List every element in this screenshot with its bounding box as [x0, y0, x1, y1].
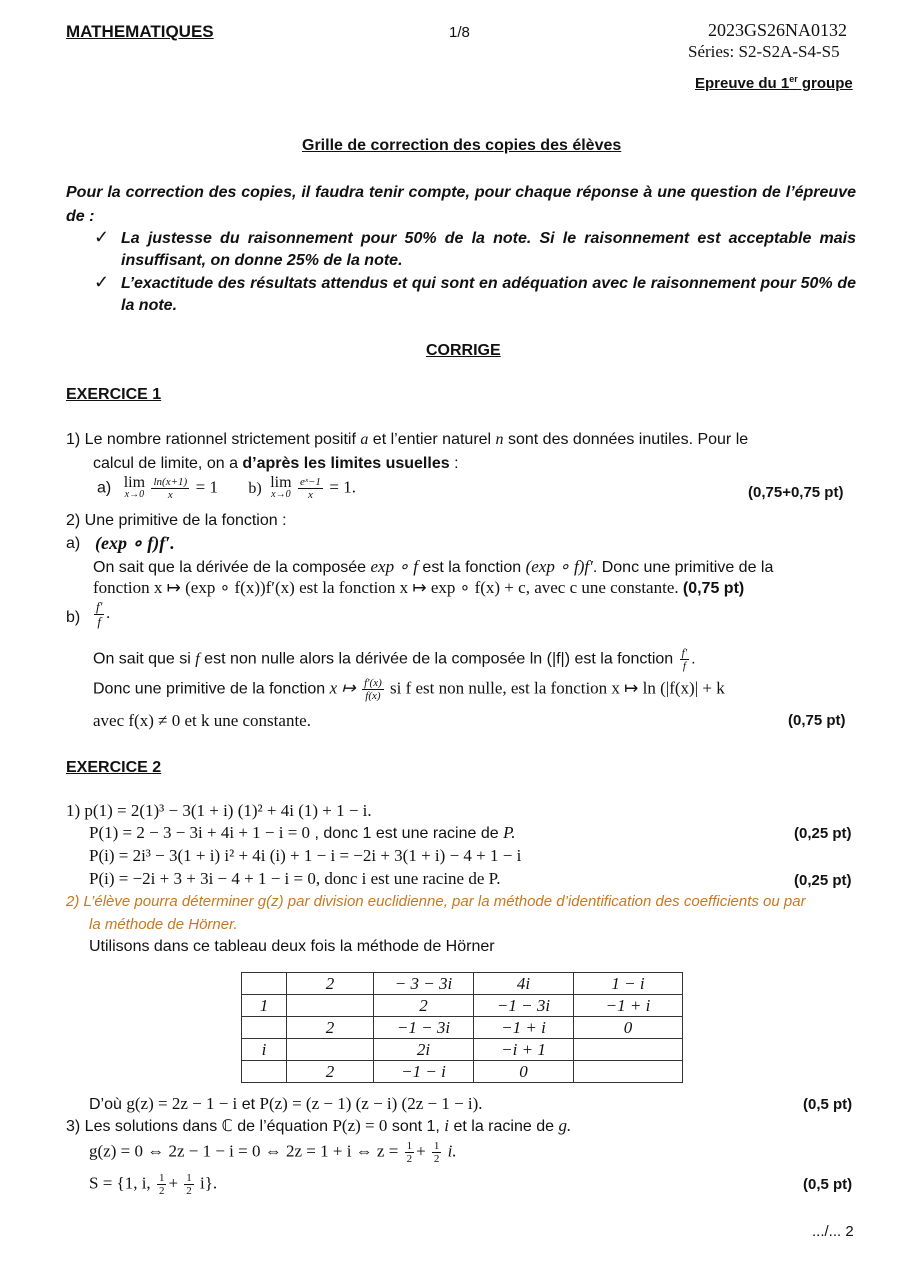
table-cell: −1 + i: [574, 995, 683, 1017]
ex2-line4: P(i) = −2i + 3 + 3i − 4 + 1 − i = 0, donc i est une racine de P.: [89, 869, 501, 888]
ex2-line1: 1) p(1) = 2(1)³ − 3(1 + i) (1)² + 4i (1) + 1 − i.: [66, 801, 372, 820]
ex1-q2b-line2: Donc une primitive de la fonction x ↦ $\frac{f'(x)}{f(x)}$ si f est non nulle, est la fonction x ↦ ln (|f(x)| + k: [93, 677, 725, 702]
table-cell: 2i: [374, 1039, 474, 1061]
table-cell: 1 − i: [574, 973, 683, 995]
ex1-q2a-label: a): [66, 535, 81, 552]
ex2-line2: P(1) = 2 − 3 − 3i + 4i + 1 − i = 0 , donc 1 est une racine de P.: [89, 823, 516, 842]
ex2-q2-note-line2: la méthode de Hörner.: [89, 916, 238, 933]
ex2-line3: P(i) = 2i³ − 3(1 + i) i² + 4i (i) + 1 − i = −2i + 3(1 + i) − 4 + 1 − i: [89, 846, 522, 865]
table-cell: 2: [287, 1017, 374, 1039]
points-q1: (0,75+0,75 pt): [748, 484, 844, 501]
ex1-q2a-line1: On sait que la dérivée de la composée exp ∘ f est la fonction (exp ∘ f)f′. Donc une primitive de la: [93, 557, 774, 576]
ex2-factorisation: D’où g(z) = 2z − 1 − i et P(z) = (z − 1) (z − i) (2z − 1 − i).: [89, 1094, 483, 1113]
ex1-q2b-line1: On sait que si f est non nulle alors la dérivée de la composée ln (|f|) est la fonction $\frac{f'}{f}$ .: [93, 647, 696, 672]
intro-bullet-2: L’exactitude des résultats attendus et qui sont en adéquation avec le raisonnement pour 50% de la note.: [121, 275, 856, 314]
table-cell: 0: [474, 1061, 574, 1083]
table-cell: −1 − 3i: [474, 995, 574, 1017]
horner-table: [241, 972, 683, 1083]
ex2-solution-set: S = {1, i, $\frac{1}{2}$ + $\frac{1}{2}$ i}.: [89, 1172, 218, 1197]
table-cell: [287, 1039, 374, 1061]
table-cell: [574, 1039, 683, 1061]
ex1-limits: a) lim x→0 $\frac{\ln(x+1)}{x}$ = 1 b) lim x→0 $\frac{\text{eˣ−1}}{x}$ = 1.: [97, 473, 356, 501]
points-pi: (0,25 pt): [794, 872, 852, 889]
exam-code: 2023GS26NA0132: [708, 20, 848, 40]
ex2-horner-intro: Utilisons dans ce tableau deux fois la méthode de Hörner: [89, 938, 495, 955]
intro-bullet-1: La justesse du raisonnement pour 50% de la note. Si le raisonnement est acceptable mais insuffisant, on donne 25% de la note.: [121, 230, 856, 269]
points-solutions: (0,5 pt): [803, 1176, 853, 1193]
subject-title: MATHEMATIQUES: [66, 22, 214, 41]
exercise-2-title: EXERCICE 2: [66, 759, 162, 776]
points-factorisation: (0,5 pt): [803, 1096, 853, 1113]
table-cell: 2: [287, 1061, 374, 1083]
table-cell: [574, 1061, 683, 1083]
check-icon: ✓: [94, 227, 110, 247]
ex2-q3-line1: 3) Les solutions dans ℂ de l’équation P(z) = 0 sont 1, i et la racine de g.: [66, 1116, 572, 1135]
table-cell: 2: [374, 995, 474, 1017]
corrige-heading: CORRIGE: [426, 342, 501, 359]
series: Séries: S2-S2A-S4-S5: [688, 42, 840, 61]
table-cell: −1 + i: [474, 1017, 574, 1039]
table-cell: 2: [287, 973, 374, 995]
table-cell: i: [242, 1039, 287, 1061]
ex1-q2a-expr: (exp ∘ f)f′.: [95, 533, 175, 553]
table-cell: −1 − i: [374, 1061, 474, 1083]
table-row: [242, 1039, 683, 1061]
table-cell: −1 − 3i: [374, 1017, 474, 1039]
epreuve-groupe: Epreuve du 1er groupe: [695, 74, 853, 92]
page-number: 1/8: [449, 24, 470, 41]
table-cell: 1: [242, 995, 287, 1017]
table-row: [242, 973, 683, 995]
table-cell: 4i: [474, 973, 574, 995]
table-row: [242, 1017, 683, 1039]
table-row: [242, 995, 683, 1017]
table-cell: −i + 1: [474, 1039, 574, 1061]
table-cell: [242, 1061, 287, 1083]
ex1-q2b-label: b): [66, 609, 81, 626]
page-footer: .../... 2: [812, 1223, 854, 1240]
document-title: Grille de correction des copies des élèves: [302, 137, 622, 154]
ex1-q1-line2: calcul de limite, on a d’après les limites usuelles :: [93, 455, 459, 472]
ex2-q3-line2: g(z) = 0 ⇔ 2z − 1 − i = 0 ⇔ 2z = 1 + i ⇔ z = $\frac{1}{2}$ + $\frac{1}{2}$ i.: [89, 1140, 457, 1165]
intro-paragraph: Pour la correction des copies, il faudra tenir compte, pour chaque réponse à une question de l’épreuve de :: [66, 184, 856, 225]
table-cell: [242, 1017, 287, 1039]
check-icon: ✓: [94, 272, 110, 292]
ex1-q2b-line3: avec f(x) ≠ 0 et k une constante.: [93, 711, 311, 730]
ex1-q2a-line2: fonction x ↦ (exp ∘ f(x))f′(x) est la fonction x ↦ exp ∘ f(x) + c, avec c une constante. (0,75 pt): [93, 578, 745, 597]
exercise-1-title: EXERCICE 1: [66, 386, 162, 403]
ex1-q2b-expr: $\frac{f'}{f}$ .: [96, 599, 111, 629]
ex1-q2: 2) Une primitive de la fonction :: [66, 512, 287, 529]
ex2-q2-note: 2) L’élève pourra déterminer g(z) par division euclidienne, par la méthode d’identification des coefficients ou par: [66, 893, 806, 910]
table-cell: [242, 973, 287, 995]
table-cell: 0: [574, 1017, 683, 1039]
table-cell: − 3 − 3i: [374, 973, 474, 995]
table-row: [242, 1061, 683, 1083]
points-q2b: (0,75 pt): [788, 712, 846, 729]
table-cell: [287, 995, 374, 1017]
points-p1: (0,25 pt): [794, 825, 852, 842]
ex1-q1-line1: 1) Le nombre rationnel strictement positif a et l’entier naturel n sont des données inutiles. Pour le: [66, 431, 749, 448]
